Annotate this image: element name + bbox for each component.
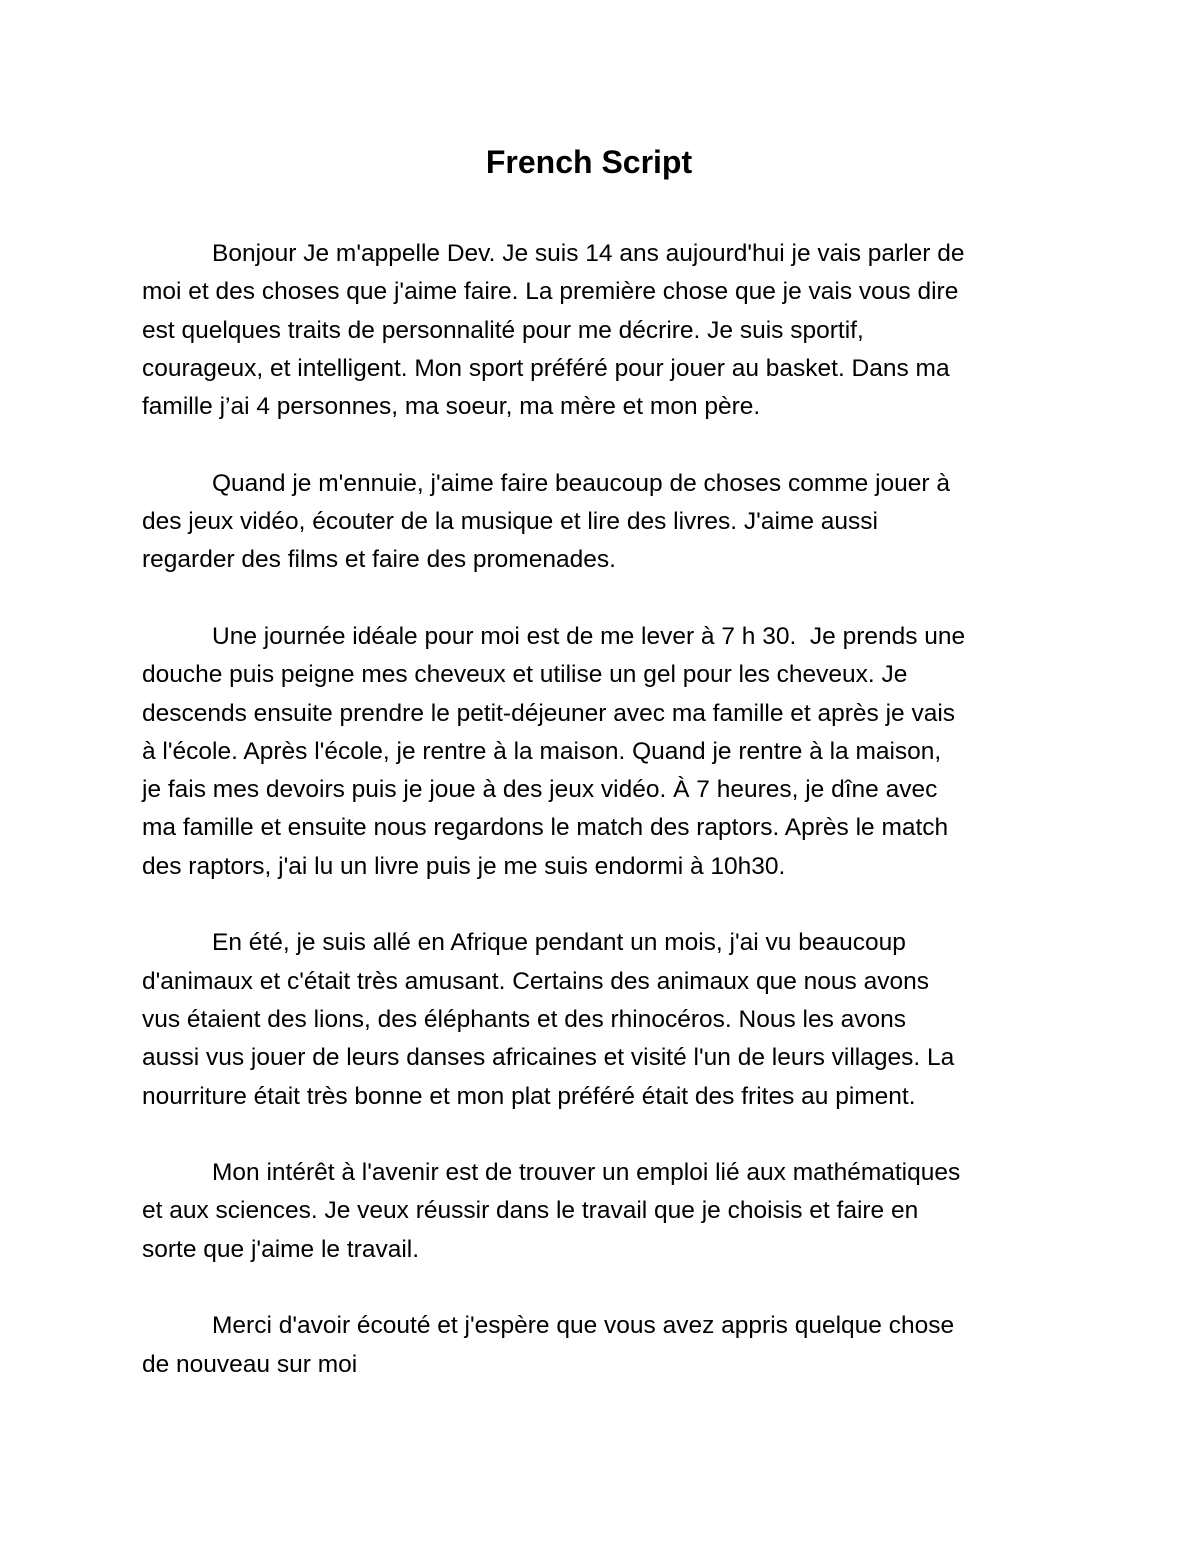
paragraph-line: aussi vus jouer de leurs danses africaines et visité l'un de leurs villages. La [142, 1044, 955, 1072]
document-body [142, 235, 1072, 1422]
paragraph-line: regarder des films et faire des promenades. [142, 546, 616, 574]
paragraph-line: moi et des choses que j'aime faire. La première chose que je vais vous dire [142, 278, 959, 306]
paragraph-line: courageux, et intelligent. Mon sport préféré pour jouer au basket. Dans ma [142, 354, 950, 382]
paragraph-line: ma famille et ensuite nous regardons le match des raptors. Après le match [142, 814, 949, 842]
paragraph-line: est quelques traits de personnalité pour me décrire. Je suis sportif, [142, 316, 864, 344]
paragraph-line: En été, je suis allé en Afrique pendant un mois, j'ai vu beaucoup [212, 929, 906, 957]
paragraph-line: je fais mes devoirs puis je joue à des jeux vidéo. À 7 heures, je dîne avec [142, 776, 938, 804]
paragraph-line: sorte que j'aime le travail. [142, 1235, 420, 1263]
page-title: French Script [485, 144, 693, 180]
paragraph-line: et aux sciences. Je veux réussir dans le travail que je choisis et faire en [142, 1197, 919, 1225]
paragraph-line: famille j’ai 4 personnes, ma soeur, ma mère et mon père. [142, 393, 761, 421]
paragraph-line: de nouveau sur moi [142, 1350, 358, 1378]
paragraph-line: Quand je m'ennuie, j'aime faire beaucoup de choses comme jouer à [212, 469, 950, 497]
paragraph-line: douche puis peigne mes cheveux et utilise un gel pour les cheveux. Je [142, 661, 908, 689]
paragraph-line: vus étaient des lions, des éléphants et des rhinocéros. Nous les avons [142, 1005, 907, 1033]
paragraph-line: des raptors, j'ai lu un livre puis je me suis endormi à 10h30. [142, 852, 786, 880]
paragraph-line: Merci d'avoir écouté et j'espère que vous avez appris quelque chose [212, 1312, 955, 1340]
paragraph-6 [142, 1307, 1072, 1384]
paragraph-line: descends ensuite prendre le petit-déjeuner avec ma famille et après je vais [142, 699, 956, 727]
paragraph-line: des jeux vidéo, écouter de la musique et lire des livres. J'aime aussi [142, 508, 878, 536]
paragraph-line: d'animaux et c'était très amusant. Certains des animaux que nous avons [142, 967, 929, 995]
paragraph-5 [142, 1154, 1072, 1269]
paragraph-4 [142, 924, 1072, 1115]
paragraph-line: à l'école. Après l'école, je rentre à la maison. Quand je rentre à la maison, [142, 737, 942, 765]
paragraph-line: nourriture était très bonne et mon plat préféré était des frites au piment. [142, 1082, 916, 1110]
paragraph-line: Mon intérêt à l'avenir est de trouver un emploi lié aux mathématiques [212, 1159, 961, 1187]
paragraph-3 [142, 618, 1072, 886]
paragraph-line: Bonjour Je m'appelle Dev. Je suis 14 ans aujourd'hui je vais parler de [212, 240, 965, 267]
paragraph-line: Une journée idéale pour moi est de me lever à 7 h 30. Je prends une [212, 622, 966, 650]
paragraph-1 [142, 235, 1072, 426]
paragraph-2 [142, 465, 1072, 580]
